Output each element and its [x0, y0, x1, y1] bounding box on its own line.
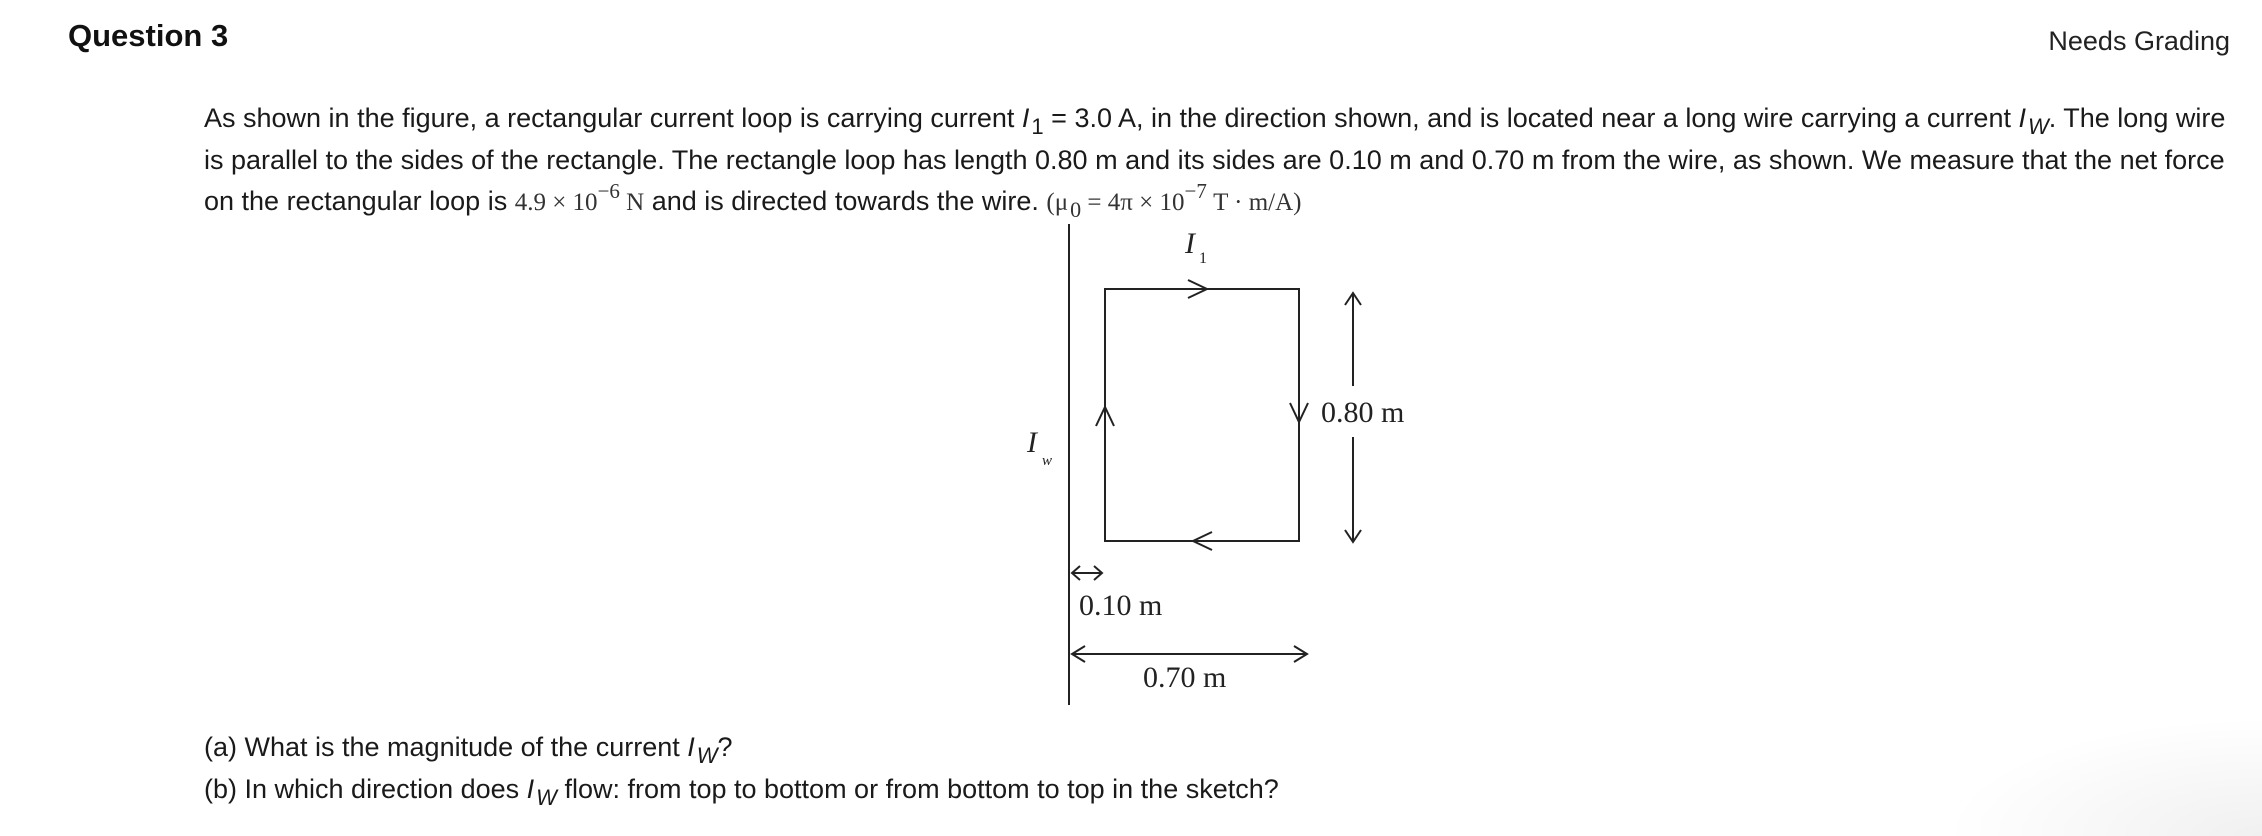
mu0-open: (μ [1046, 189, 1069, 216]
force-mantissa: 4.9 × 10 [514, 189, 598, 216]
figure-label-i1: I [1185, 227, 1195, 260]
mu0-subscript: 0 [1070, 197, 1082, 222]
gap-label: 0.10 m [1079, 589, 1163, 622]
grading-status: Needs Grading [2048, 26, 2230, 56]
far-side-label: 0.70 m [1143, 661, 1227, 694]
current-iw-subscript: W [2027, 114, 2049, 139]
current-i1-symbol: I [1021, 103, 1030, 133]
current-i1-subscript: 1 [1031, 114, 1044, 139]
question-title: Question 3 [68, 18, 229, 53]
part-a-text: (a) What is the magnitude of the current [204, 732, 688, 762]
part-b-symbol: I [526, 774, 535, 804]
problem-text-3: . The long wire is parallel to the sides of the rectangle. The rectangle loop has length 0.80 m and its sides are 0.10 m and 0.70 m from the wire, as shown. We measure that the net force on the rectangular loop is [204, 103, 2226, 216]
part-b-text: (b) In which direction does [204, 774, 527, 804]
problem-text-1: As shown in the figure, a rectangular current loop is carrying current [204, 103, 1022, 133]
mu0-exponent: −7 [1184, 179, 1207, 203]
figure-label-iw: I [1027, 426, 1037, 459]
mu0-mid: = 4π × 10 [1081, 189, 1185, 216]
length-label: 0.80 m [1321, 396, 1405, 429]
part-b-subscript: W [536, 785, 557, 810]
mu0-unit: T · m/A) [1206, 189, 1302, 216]
part-a-subscript: W [696, 743, 718, 768]
problem-text-2: = 3.0 A, in the direction shown, and is located near a long wire carrying a current [1043, 103, 2019, 133]
part-b-end: flow: from top to bottom or from bottom to top in the sketch? [556, 774, 1279, 804]
figure-label-iw-sub: w [1042, 453, 1053, 469]
part-a-end: ? [717, 732, 733, 762]
current-loop [1105, 289, 1299, 541]
force-unit: N [619, 189, 645, 216]
part-b [204, 774, 1279, 810]
part-a-symbol: I [687, 732, 695, 762]
part-a [204, 732, 733, 768]
current-iw-symbol: I [2018, 103, 2026, 133]
problem-text-4: and is directed towards the wire. [644, 186, 1047, 216]
figure-label-i1-sub: 1 [1199, 250, 1207, 267]
force-exponent: −6 [597, 179, 620, 203]
